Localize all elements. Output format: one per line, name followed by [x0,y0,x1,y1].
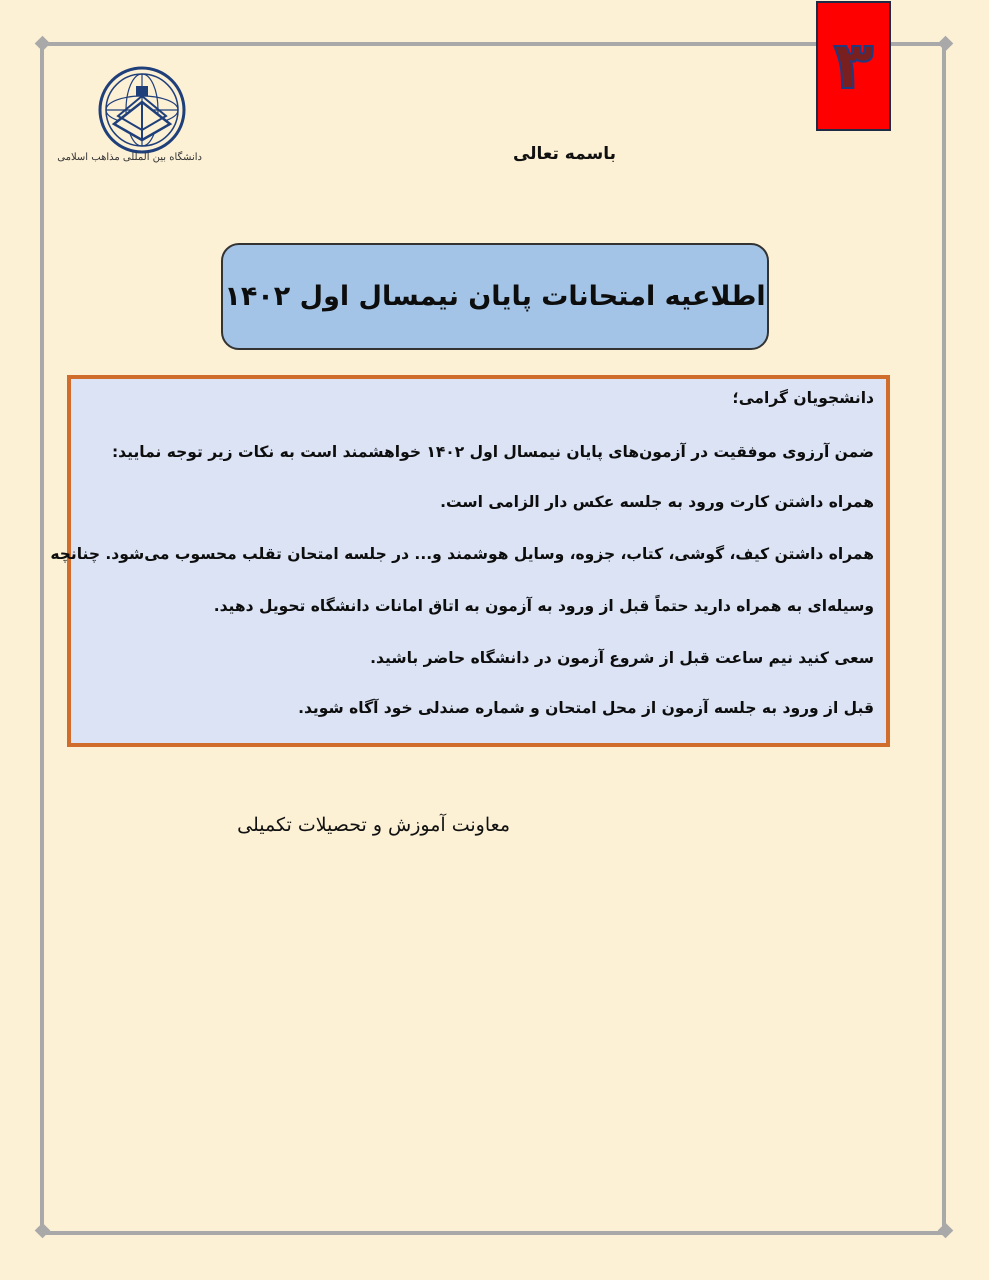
notice-line: وسیله‌ای به همراه دارید حتماً قبل از ورود به آزمون به اتاق امانات دانشگاه تحویل دهید. [213,597,874,615]
notice-greeting: دانشجویان گرامی؛ [732,389,874,407]
logo-caption: دانشگاه بین المللی مذاهب اسلامی [57,152,202,163]
notice-line: ضمن آرزوی موفقیت در آزمون‌های پایان نیمسال اول ۱۴۰۲ خواهشمند است به نکات زیر توجه نمایید: [111,443,874,461]
notice-line: همراه داشتن کارت ورود به جلسه عکس دار الزامی است. [440,493,874,511]
page-number-badge [816,1,891,131]
page-number: ۳ [833,27,874,104]
notice-box [50,375,890,747]
notice-line: همراه داشتن کیف، گوشی، کتاب، جزوه، وسایل هوشمند و... در جلسه امتحان تقلب محسوب می‌شود. چنانچه [50,545,874,563]
university-emblem-icon [82,66,202,154]
notice-line: سعی کنید نیم ساعت قبل از شروع آزمون در دانشگاه حاضر باشید. [370,649,874,667]
title-box [221,243,769,350]
signature: معاونت آموزش و تحصیلات تکمیلی [237,814,510,836]
university-logo [57,66,202,172]
bismillah-heading: باسمه تعالی [512,144,616,164]
notice-line: قبل از ورود به جلسه آزمون از محل امتحان و شماره صندلی خود آگاه شوید. [298,699,874,717]
page-title: اطلاعیه امتحانات پایان نیمسال اول ۱۴۰۲ [224,281,766,312]
